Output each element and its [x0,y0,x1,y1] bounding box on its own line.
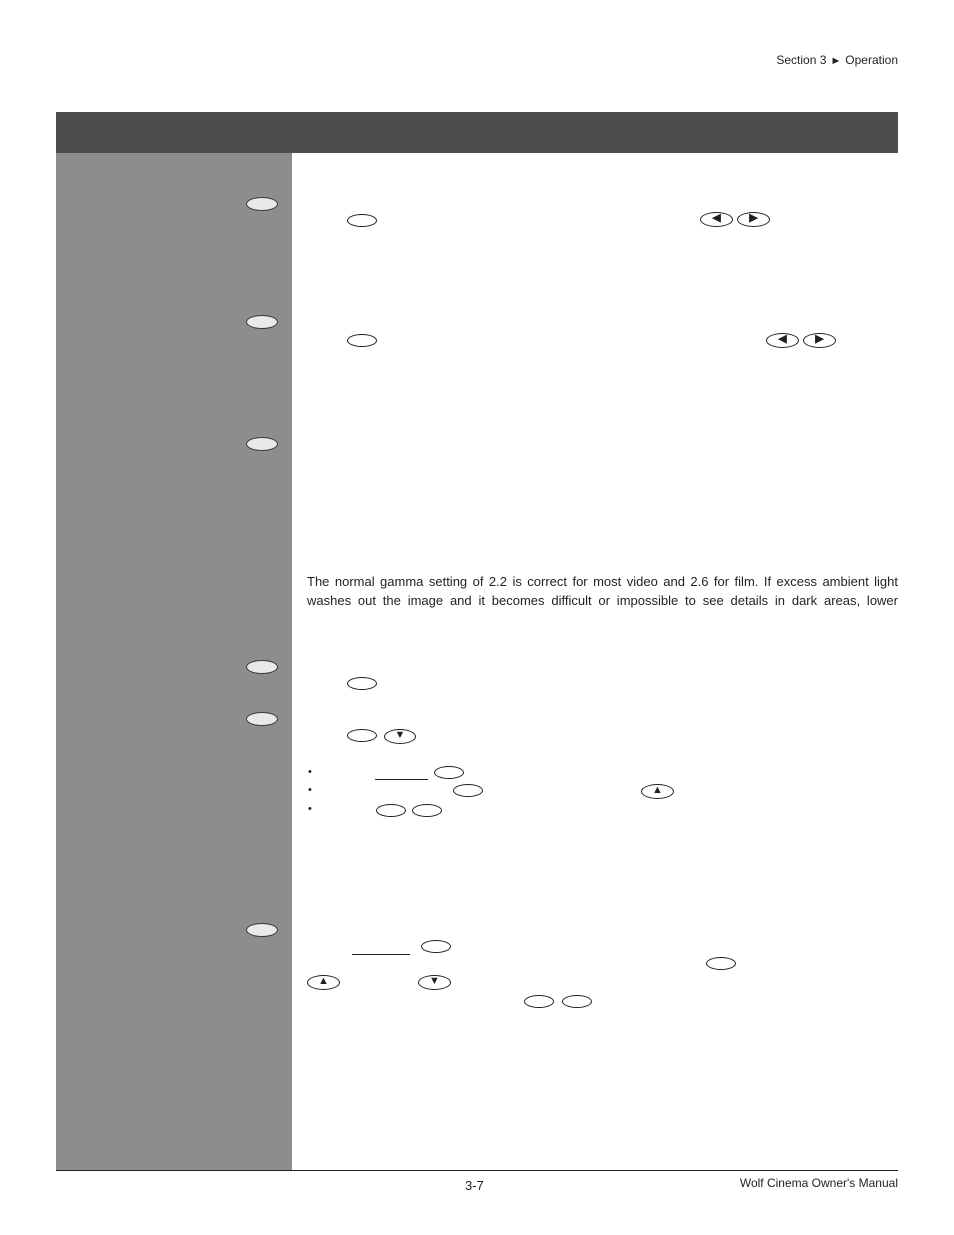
right-arrow-icon: ▶ [815,333,824,345]
key-icon [524,995,554,1008]
up-arrow-icon: ▲ [652,784,663,796]
bullet-icon: • [308,766,312,778]
left-arrow-icon: ◀ [712,212,721,224]
footer-rule [56,1170,898,1171]
key-icon [412,804,442,817]
key-icon [347,729,377,742]
section-arrow-icon: ► [830,55,842,67]
key-icon [347,677,377,690]
down-arrow-icon: ▼ [394,729,406,741]
up-arrow-key-icon [641,784,674,799]
bullet-icon: • [308,803,312,815]
key-icon [706,957,736,970]
sidebar-key-icon [246,923,278,937]
key-icon [453,784,483,797]
sidebar-key-icon [246,712,278,726]
title-bar [56,112,898,153]
key-icon [434,766,464,779]
key-icon [347,334,377,347]
underline-blank [375,779,428,780]
section-header [776,53,898,67]
left-arrow-icon: ◀ [778,333,787,345]
key-icon [347,214,377,227]
up-arrow-icon: ▲ [318,975,329,987]
sidebar-key-icon [246,660,278,674]
up-arrow-key-icon [307,975,340,990]
page-number: 3-7 [465,1178,484,1193]
left-arrow-key-icon [700,212,733,227]
body-paragraph: The normal gamma setting of 2.2 is correct for most video and 2.6 for film. If excess ambient light washes out the image and it becomes difficult or impossible to see details in dark areas, lower [307,574,898,608]
right-arrow-icon: ▶ [749,212,758,224]
down-arrow-key-icon [384,729,416,744]
down-arrow-icon: ▼ [429,975,440,987]
manual-title: Wolf Cinema Owner's Manual [739,1176,898,1190]
right-arrow-key-icon [803,333,836,348]
chapter-label: Operation [845,53,898,67]
sidebar-key-icon [246,437,278,451]
underline-blank [352,954,410,955]
key-icon [421,940,451,953]
key-icon [376,804,406,817]
key-icon [562,995,592,1008]
section-label: Section 3 [776,53,827,67]
sidebar-key-icon [246,315,278,329]
right-arrow-key-icon [737,212,770,227]
down-arrow-key-icon [418,975,451,990]
left-arrow-key-icon [766,333,799,348]
bullet-icon: • [308,784,312,796]
sidebar-key-icon [246,197,278,211]
